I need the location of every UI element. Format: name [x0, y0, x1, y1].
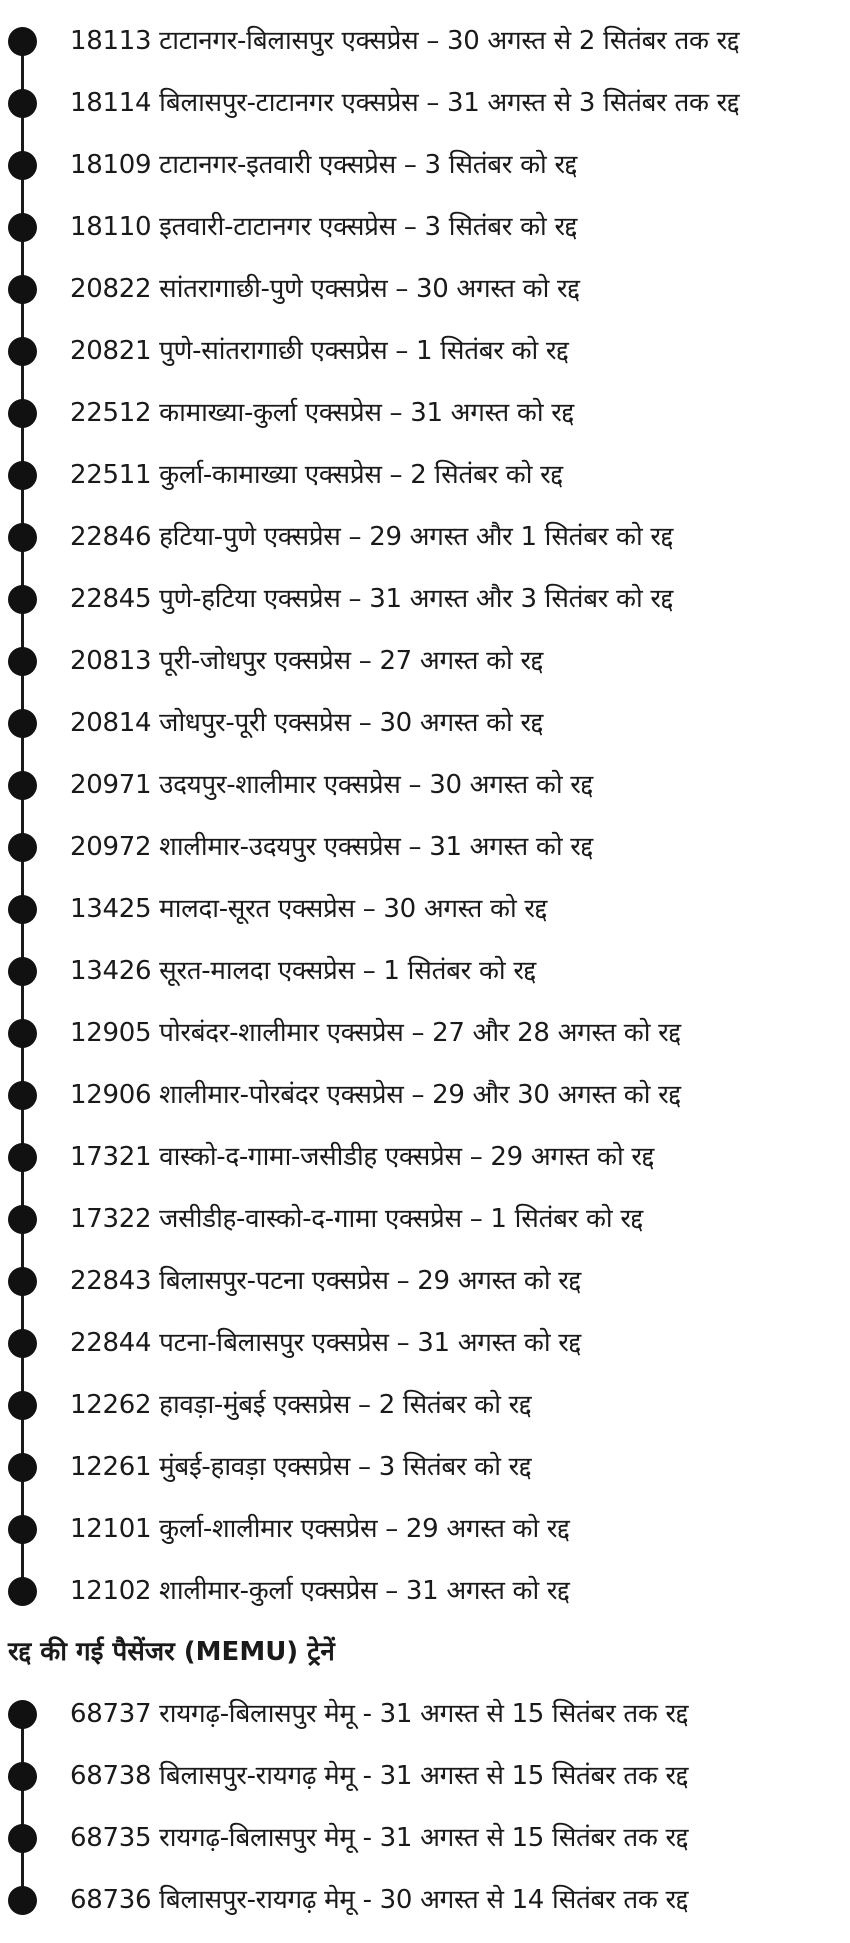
train-entry-text: 20813 पूरी-जोधपुर एक्सप्रेस – 27 अगस्त को रद्द — [70, 646, 544, 676]
bullet-dot-icon — [8, 1019, 37, 1048]
express-train-item — [0, 134, 850, 196]
memu-section-title: रद्द की गई पैसेंजर (MEMU) ट्रेनें — [8, 1637, 335, 1667]
train-entry-text: 22846 हटिया-पुणे एक्सप्रेस – 29 अगस्त और 1 सितंबर को रद्द — [70, 522, 674, 552]
memu-train-item — [0, 1869, 850, 1931]
train-entry-text: 18113 टाटानगर-बिलासपुर एक्सप्रेस – 30 अगस्त से 2 सितंबर तक रद्द — [70, 26, 740, 56]
bullet-dot-icon — [8, 1081, 37, 1110]
train-entry-text: 12261 मुंबई-हावड़ा एक्सप्रेस – 3 सितंबर को रद्द — [70, 1452, 532, 1482]
bullet-dot-icon — [8, 1205, 37, 1234]
express-train-item — [0, 1250, 850, 1312]
bullet-dot-icon — [8, 1700, 37, 1729]
express-train-item — [0, 506, 850, 568]
train-entry-text: 68736 बिलासपुर-रायगढ़ मेमू - 30 अगस्त से 14 सितंबर तक रद्द — [70, 1885, 689, 1915]
bullet-dot-icon — [8, 1391, 37, 1420]
express-train-item — [0, 692, 850, 754]
bullet-dot-icon — [8, 27, 37, 56]
train-entry-text: 22511 कुर्ला-कामाख्या एक्सप्रेस – 2 सितंबर को रद्द — [70, 460, 563, 490]
bullet-dot-icon — [8, 1515, 37, 1544]
train-entry-text: 20972 शालीमार-उदयपुर एक्सप्रेस – 31 अगस्त को रद्द — [70, 832, 593, 862]
train-entry-text: 20822 सांतरागाछी-पुणे एक्सप्रेस – 30 अगस्त को रद्द — [70, 274, 580, 304]
express-train-item — [0, 1126, 850, 1188]
bullet-dot-icon — [8, 523, 37, 552]
express-train-item — [0, 816, 850, 878]
train-entry-text: 13426 सूरत-मालदा एक्सप्रेस – 1 सितंबर को रद्द — [70, 956, 536, 986]
bullet-dot-icon — [8, 771, 37, 800]
express-train-item — [0, 1188, 850, 1250]
express-train-item — [0, 72, 850, 134]
train-entry-text: 68738 बिलासपुर-रायगढ़ मेमू - 31 अगस्त से 15 सितंबर तक रद्द — [70, 1761, 689, 1791]
train-entry-text: 18109 टाटानगर-इतवारी एक्सप्रेस – 3 सितंबर को रद्द — [70, 150, 578, 180]
bullet-dot-icon — [8, 709, 37, 738]
express-train-item — [0, 1002, 850, 1064]
train-entry-text: 20971 उदयपुर-शालीमार एक्सप्रेस – 30 अगस्त को रद्द — [70, 770, 593, 800]
train-entry-text: 12262 हावड़ा-मुंबई एक्सप्रेस – 2 सितंबर को रद्द — [70, 1390, 532, 1420]
express-train-item — [0, 1436, 850, 1498]
bullet-dot-icon — [8, 1762, 37, 1791]
express-train-item — [0, 258, 850, 320]
express-train-item — [0, 754, 850, 816]
train-entry-text: 12101 कुर्ला-शालीमार एक्सप्रेस – 29 अगस्त को रद्द — [70, 1514, 570, 1544]
bullet-dot-icon — [8, 461, 37, 490]
train-entry-text: 68737 रायगढ़-बिलासपुर मेमू - 31 अगस्त से 15 सितंबर तक रद्द — [70, 1699, 689, 1729]
bullet-dot-icon — [8, 1824, 37, 1853]
express-train-item — [0, 940, 850, 1002]
bullet-dot-icon — [8, 647, 37, 676]
memu-train-list — [0, 1683, 850, 1931]
train-entry-text: 22512 कामाख्या-कुर्ला एक्सप्रेस – 31 अगस्त को रद्द — [70, 398, 574, 428]
train-entry-text: 18114 बिलासपुर-टाटानगर एक्सप्रेस – 31 अगस्त से 3 सितंबर तक रद्द — [70, 88, 740, 118]
bullet-dot-icon — [8, 957, 37, 986]
express-train-list — [0, 10, 850, 1622]
bullet-dot-icon — [8, 833, 37, 862]
train-entry-text: 17322 जसीडीह-वास्को-द-गामा एक्सप्रेस – 1 सितंबर को रद्द — [70, 1204, 643, 1234]
express-train-item — [0, 196, 850, 258]
bullet-dot-icon — [8, 895, 37, 924]
bullet-dot-icon — [8, 1886, 37, 1915]
memu-train-item — [0, 1745, 850, 1807]
train-entry-text: 68735 रायगढ़-बिलासपुर मेमू - 31 अगस्त से 15 सितंबर तक रद्द — [70, 1823, 689, 1853]
bullet-dot-icon — [8, 1329, 37, 1358]
train-entry-text: 20814 जोधपुर-पूरी एक्सप्रेस – 30 अगस्त को रद्द — [70, 708, 544, 738]
bullet-dot-icon — [8, 275, 37, 304]
bullet-dot-icon — [8, 337, 37, 366]
express-train-item — [0, 382, 850, 444]
bullet-dot-icon — [8, 399, 37, 428]
bullet-dot-icon — [8, 1577, 37, 1606]
train-entry-text: 12905 पोरबंदर-शालीमार एक्सप्रेस – 27 और 28 अगस्त को रद्द — [70, 1018, 681, 1048]
bullet-dot-icon — [8, 1453, 37, 1482]
express-train-item — [0, 1374, 850, 1436]
express-train-item — [0, 1064, 850, 1126]
bullet-dot-icon — [8, 1143, 37, 1172]
train-entry-text: 20821 पुणे-सांतरागाछी एक्सप्रेस – 1 सितंबर को रद्द — [70, 336, 569, 366]
memu-train-item — [0, 1807, 850, 1869]
train-entry-text: 22843 बिलासपुर-पटना एक्सप्रेस – 29 अगस्त को रद्द — [70, 1266, 581, 1296]
train-entry-text: 17321 वास्को-द-गामा-जसीडीह एक्सप्रेस – 29 अगस्त को रद्द — [70, 1142, 655, 1172]
express-train-item — [0, 1560, 850, 1622]
memu-train-item — [0, 1683, 850, 1745]
bullet-dot-icon — [8, 213, 37, 242]
express-train-item — [0, 1312, 850, 1374]
express-train-item — [0, 568, 850, 630]
train-entry-text: 13425 मालदा-सूरत एक्सप्रेस – 30 अगस्त को रद्द — [70, 894, 548, 924]
express-train-item — [0, 320, 850, 382]
bullet-dot-icon — [8, 1267, 37, 1296]
train-entry-text: 18110 इतवारी-टाटानगर एक्सप्रेस – 3 सितंबर को रद्द — [70, 212, 578, 242]
bullet-dot-icon — [8, 585, 37, 614]
train-entry-text: 22844 पटना-बिलासपुर एक्सप्रेस – 31 अगस्त को रद्द — [70, 1328, 581, 1358]
express-train-item — [0, 444, 850, 506]
train-entry-text: 12102 शालीमार-कुर्ला एक्सप्रेस – 31 अगस्त को रद्द — [70, 1576, 570, 1606]
express-train-item — [0, 878, 850, 940]
express-train-item — [0, 10, 850, 72]
bullet-dot-icon — [8, 151, 37, 180]
express-train-item — [0, 630, 850, 692]
express-train-item — [0, 1498, 850, 1560]
train-entry-text: 22845 पुणे-हटिया एक्सप्रेस – 31 अगस्त और 3 सितंबर को रद्द — [70, 584, 674, 614]
bullet-dot-icon — [8, 89, 37, 118]
train-entry-text: 12906 शालीमार-पोरबंदर एक्सप्रेस – 29 और 30 अगस्त को रद्द — [70, 1080, 681, 1110]
